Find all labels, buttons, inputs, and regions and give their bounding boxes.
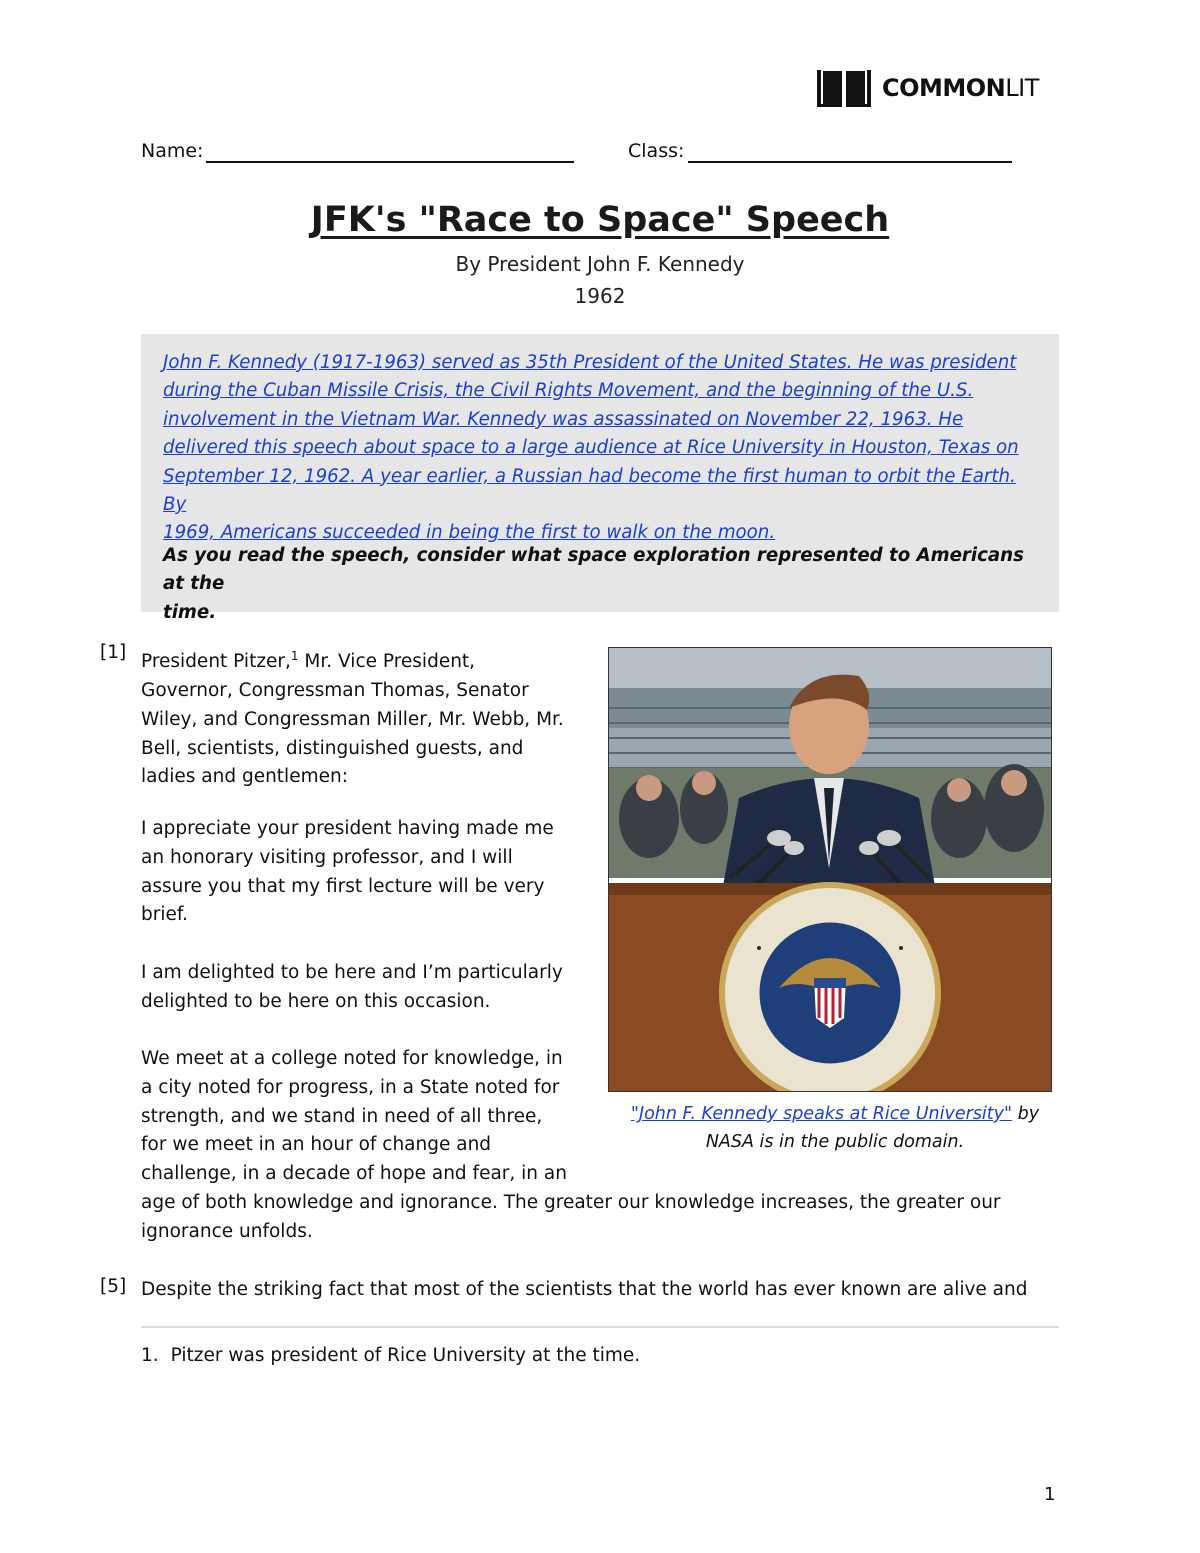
footnote-ref[interactable]: 1 — [290, 649, 299, 663]
name-label: Name: — [141, 140, 204, 162]
text-line: Governor, Congressman Thomas, Senator — [141, 679, 529, 701]
text-span: President Pitzer, — [141, 651, 291, 673]
commonlit-logo — [816, 68, 1039, 108]
caption-line: NASA is in the public domain. — [705, 1132, 965, 1152]
intro-line: involvement in the Vietnam War. Kennedy was assassinated on November 22, 1963. He — [163, 408, 964, 430]
text-line: for we meet in an hour of change and — [141, 1134, 492, 1156]
page-title: JFK's "Race to Space" Speech — [310, 200, 890, 240]
caption-link[interactable]: "John F. Kennedy speaks at Rice University" — [630, 1104, 1013, 1124]
text-line: Wiley, and Congressman Miller, Mr. Webb, Mr. — [141, 708, 564, 730]
intro-line: delivered this speech about space to a large audience at Rice University in Houston, Texas on — [163, 437, 1019, 459]
text-line: age of both knowledge and ignorance. The greater our knowledge increases, the greater our — [141, 1191, 1001, 1213]
caption-text: by — [1012, 1104, 1040, 1124]
name-field[interactable] — [206, 161, 574, 163]
open-book-icon — [816, 68, 872, 108]
prompt-line: time. — [163, 601, 217, 623]
text-line: brief. — [141, 904, 188, 926]
intro-text[interactable] — [163, 349, 1043, 548]
footnote — [141, 1345, 640, 1366]
text-line: I am delighted to be here and I’m particularly — [141, 962, 563, 983]
text-line: an honorary visiting professor, and I will — [141, 846, 513, 868]
publication-year: 1962 — [574, 284, 626, 308]
paragraph-5 — [141, 1276, 1071, 1305]
class-label: Class: — [628, 140, 685, 162]
author-byline: By President John F. Kennedy — [455, 252, 745, 276]
intro-line: John F. Kennedy (1917-1963) served as 35th President of the United States. He was president — [163, 352, 1017, 373]
photo-caption — [600, 1100, 1070, 1156]
text-line: I appreciate your president having made me — [141, 818, 554, 839]
text-line: Despite the striking fact that most of the scientists that the world has ever known are alive and — [141, 1279, 1028, 1300]
text-line: challenge, in a decade of hope and fear, in an — [141, 1163, 567, 1185]
text-line: Bell, scientists, distinguished guests, and — [141, 737, 524, 759]
logo-bold-part: COMMON — [882, 74, 1006, 102]
text-line: assure you that my first lecture will be very — [141, 875, 545, 897]
text-line: strength, and we stand in need of all three, — [141, 1105, 543, 1127]
text-line — [141, 642, 596, 677]
text-line: a city noted for progress, in a State noted for — [141, 1076, 560, 1098]
paragraph-2 — [141, 815, 596, 930]
paragraph-number: [1] — [100, 642, 127, 663]
footnote-number: 1. — [141, 1345, 159, 1366]
text-line: ladies and gentlemen: — [141, 766, 348, 788]
intro-line: September 12, 1962. A year earlier, a Russian had become the first human to orbit the Earth. By — [163, 465, 1016, 516]
text-line: ignorance unfolds. — [141, 1220, 313, 1242]
text-line: delighted to be here on this occasion. — [141, 990, 491, 1012]
paragraph-number: [5] — [100, 1276, 127, 1297]
intro-line: 1969, Americans succeeded in being the first to walk on the moon. — [163, 522, 776, 544]
logo-light-part: LIT — [1005, 74, 1039, 102]
reading-prompt — [163, 542, 1043, 627]
footnote-divider — [141, 1326, 1059, 1328]
text-span: Mr. Vice President, — [298, 651, 476, 673]
paragraph-1 — [141, 642, 596, 792]
photo-illustration — [609, 648, 1051, 1091]
class-field[interactable] — [688, 161, 1012, 163]
page-number: 1 — [1044, 1484, 1056, 1505]
prompt-line: As you read the speech, consider what space exploration represented to Americans at the — [163, 545, 1024, 595]
jfk-photo — [608, 647, 1052, 1092]
intro-line: during the Cuban Missile Crisis, the Civil Rights Movement, and the beginning of the U.S. — [163, 380, 974, 402]
caption-line — [600, 1100, 1070, 1128]
paragraph-3 — [141, 959, 596, 1017]
text-line: We meet at a college noted for knowledge, in — [141, 1048, 563, 1069]
footnote-text: Pitzer was president of Rice University at the time. — [170, 1345, 641, 1366]
logo-wordmark — [882, 74, 1039, 102]
